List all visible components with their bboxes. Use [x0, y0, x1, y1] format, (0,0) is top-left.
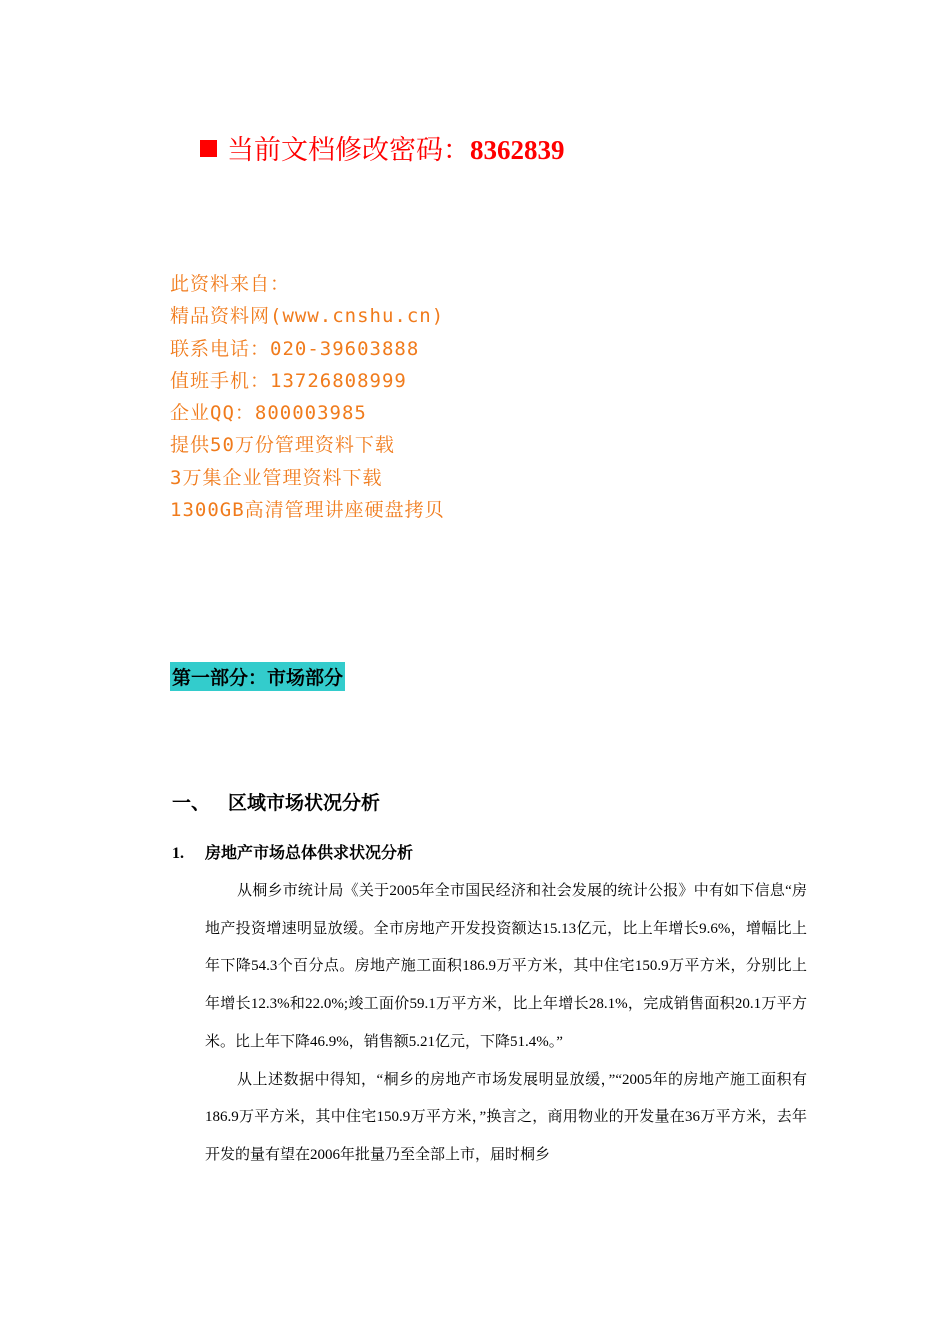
- subsection-heading: [172, 840, 413, 863]
- subsection-title: 房地产市场总体供求状况分析: [205, 843, 414, 862]
- source-line: 提供50万份管理资料下载: [170, 434, 395, 457]
- section-heading: [172, 788, 380, 815]
- paragraph: 从上述数据中得知，“桐乡的房地产市场发展明显放缓，”“2005年的房地产施工面积有186.9万平方米，其中住宅150.9万平方米，”换言之，商用物业的开发量在36万平方米，去年开发的量有望在2006年批量乃至全部上市，届时桐乡: [205, 1071, 807, 1163]
- password-label: 当前文档修改密码：: [227, 135, 470, 166]
- password-value: 8362839: [470, 135, 565, 165]
- section-title: 区域市场状况分析: [228, 792, 381, 814]
- subsection-number: 1.: [172, 845, 184, 862]
- source-info-block: [170, 268, 445, 526]
- source-line: 联系电话：020-39603888: [170, 337, 420, 360]
- body-text: [205, 873, 807, 1175]
- source-line: 企业QQ：800003985: [170, 402, 367, 425]
- source-line: 此资料来自：: [170, 273, 291, 295]
- paragraph: 从桐乡市统计局《关于2005年全市国民经济和社会发展的统计公报》中有如下信息“房地产投资增速明显放缓。全市房地产开发投资额达15.13亿元，比上年增长9.6%，增幅比上年下降54.3个百分点。房地产施工面积186.9万平方米，其中住宅150.9万平方米，分别比上年增长12.3%和22.0%;竣工面价59.1万平方米，比上年增长28.1%，完成销售面积20.1万平方米。比上年下降46.9%，销售额5.21亿元，下降51.4%。”: [205, 883, 807, 1050]
- source-line: 精品资料网(www.cnshu.cn): [170, 305, 445, 328]
- password-notice: [200, 128, 565, 167]
- source-line: 1300GB高清管理讲座硬盘拷贝: [170, 499, 445, 522]
- red-square-icon: [200, 140, 217, 157]
- source-line: 值班手机：13726808999: [170, 369, 407, 392]
- part-title: 第一部分：市场部分: [170, 662, 345, 691]
- section-number: 一、: [172, 792, 211, 814]
- source-line: 3万集企业管理资料下载: [170, 466, 383, 489]
